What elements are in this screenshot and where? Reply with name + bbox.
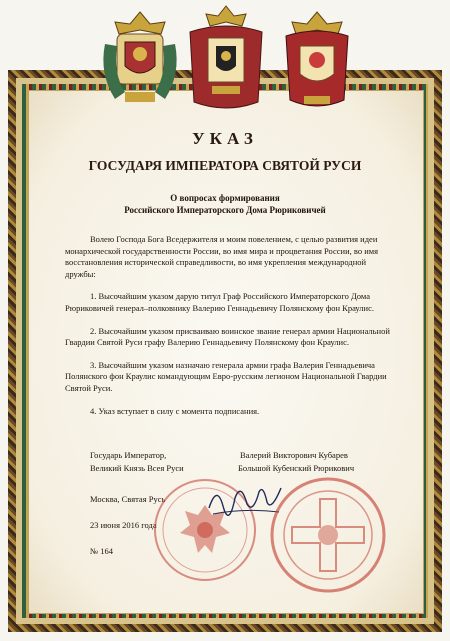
decree-topic <box>60 192 390 216</box>
coat-of-arms-left-icon <box>95 4 185 114</box>
decree-subtitle: ГОСУДАРЯ ИМПЕРАТОРА СВЯТОЙ РУСИ <box>88 158 362 173</box>
cross-seal-icon <box>268 475 388 595</box>
signer-name-2: Большой Кубенский Рюрикович <box>238 463 355 473</box>
decree-item-2: 2. Высочайшим указом присваиваю воинское звание генерал армии Национальной Гвардии Святой Руси графу Валерию Геннадьевичу Полянскому фон Краулис. <box>65 325 390 348</box>
topic-line-2: Российского Императорского Дома Рюриковичей <box>124 205 326 215</box>
decree-title: УКАЗ <box>192 129 258 148</box>
decree-date: 23 июня 2016 года <box>90 520 157 530</box>
decree-body <box>65 234 395 428</box>
topic-line-1: О вопросах формирования <box>170 193 280 203</box>
signer-title-1: Государь Император, <box>90 450 167 460</box>
decree-item-3: 3. Высочайшим указом назначаю генерала армии графа Валерия Геннадьевича Полянского фон Краулис командующим Евро-русским легионом Национальной Гвардии Святой Руси. <box>65 359 387 393</box>
decree-item-1: 1. Высочайшим указом дарую титул Граф Российского Императорского Дома Рюриковичей генерал–полковнику Валерию Геннадьевичу Полянскому фон Краулис. <box>65 291 374 313</box>
signer-title-2: Великий Князь Всея Руси <box>90 463 184 473</box>
coat-of-arms-center-icon <box>182 2 270 112</box>
coat-of-arms-right-icon <box>272 4 362 114</box>
decree-place: Москва, Святая Русь <box>90 494 166 504</box>
decree-intro: Волею Господа Бога Вседержителя и моим повелением, с целью развития идеи монархической государственности России, во имя мира и процветания России, во имя восстановления исторической справедливости, во имя укрепления международной дружбы: <box>65 234 379 279</box>
decree-number: № 164 <box>90 546 113 556</box>
signer-name-1: Валерий Викторович Кубарев <box>240 450 348 460</box>
decree-item-4: 4. Указ вступает в силу с момента подписания. <box>90 405 260 416</box>
